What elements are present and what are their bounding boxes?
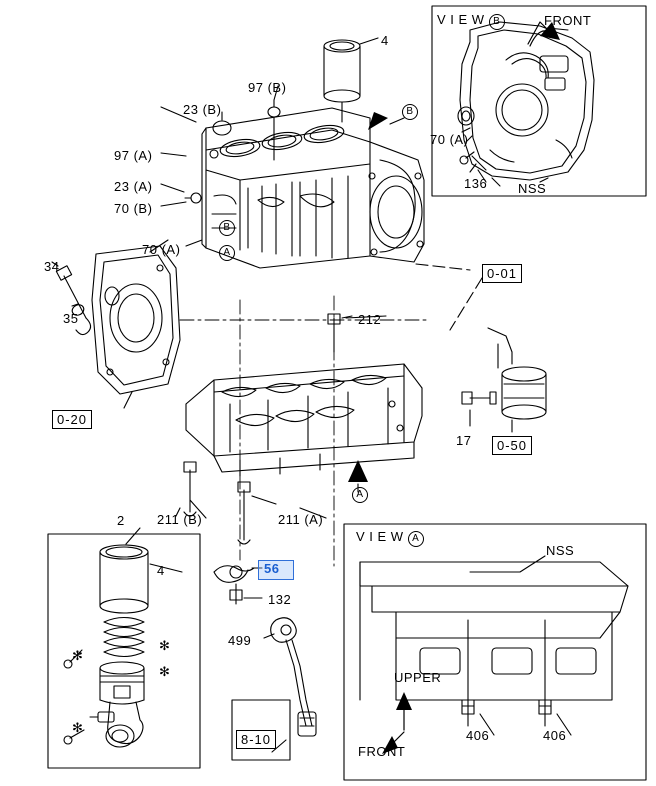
callout-70a-view-b: 70 (A) (430, 132, 469, 147)
callout-70a: 70 (A) (142, 242, 181, 257)
callout-97a: 97 (A) (114, 148, 153, 163)
callout-front-view-b: FRONT (544, 13, 592, 28)
view-label-b: V I E W B (437, 12, 505, 30)
asterisk-marker-2: ✻ (72, 648, 84, 663)
callout-56: 56 (264, 561, 280, 576)
callout-499: 499 (228, 633, 252, 648)
circle-b-sub-icon: B (219, 220, 235, 236)
ref-box-0-01[interactable]: 0-01 (482, 264, 522, 283)
callout-34: 34 (44, 259, 60, 274)
callout-211b: 211 (B) (157, 512, 203, 527)
callout-marker-a (352, 485, 368, 503)
view-label-a: V I E W A (356, 529, 424, 547)
callout-132: 132 (268, 592, 292, 607)
callout-406-right: 406 (543, 728, 567, 743)
callout-35: 35 (63, 311, 79, 326)
callout-23a: 23 (A) (114, 179, 153, 194)
callout-upper-view-a: UPPER (394, 670, 442, 685)
ref-box-8-10[interactable]: 8-10 (236, 730, 276, 749)
ref-box-0-50[interactable]: 0-50 (492, 436, 532, 455)
asterisk-marker-4: ✻ (72, 720, 84, 735)
asterisk-marker-1: ✻ (159, 638, 171, 653)
circle-a-icon: A (352, 487, 368, 503)
callout-70b: 70 (B) (114, 201, 153, 216)
callout-136: 136 (464, 176, 488, 191)
callout-marker-b (402, 102, 418, 120)
ref-box-0-20[interactable]: 0-20 (52, 410, 92, 429)
callout-2: 2 (117, 513, 125, 528)
callout-marker-a-sub (219, 243, 235, 261)
callout-4-lower: 4 (157, 563, 165, 578)
callout-front-view-a: FRONT (358, 744, 406, 759)
callout-97b: 97 (B) (248, 80, 287, 95)
callout-212: 212 (358, 312, 382, 327)
callout-17: 17 (456, 433, 472, 448)
callout-marker-b-sub (219, 218, 235, 236)
callout-406-left: 406 (466, 728, 490, 743)
callout-4-top: 4 (381, 33, 389, 48)
callout-nss-view-b: NSS (518, 181, 547, 196)
circle-b-icon: B (402, 104, 418, 120)
callout-211a: 211 (A) (278, 512, 324, 527)
asterisk-marker-3: ✻ (159, 664, 171, 679)
view-marker-a-icon: A (408, 531, 424, 547)
callout-nss-view-a: NSS (546, 543, 575, 558)
circle-a-sub-icon: A (219, 245, 235, 261)
view-marker-b-icon: B (489, 14, 505, 30)
callout-23b: 23 (B) (183, 102, 222, 117)
